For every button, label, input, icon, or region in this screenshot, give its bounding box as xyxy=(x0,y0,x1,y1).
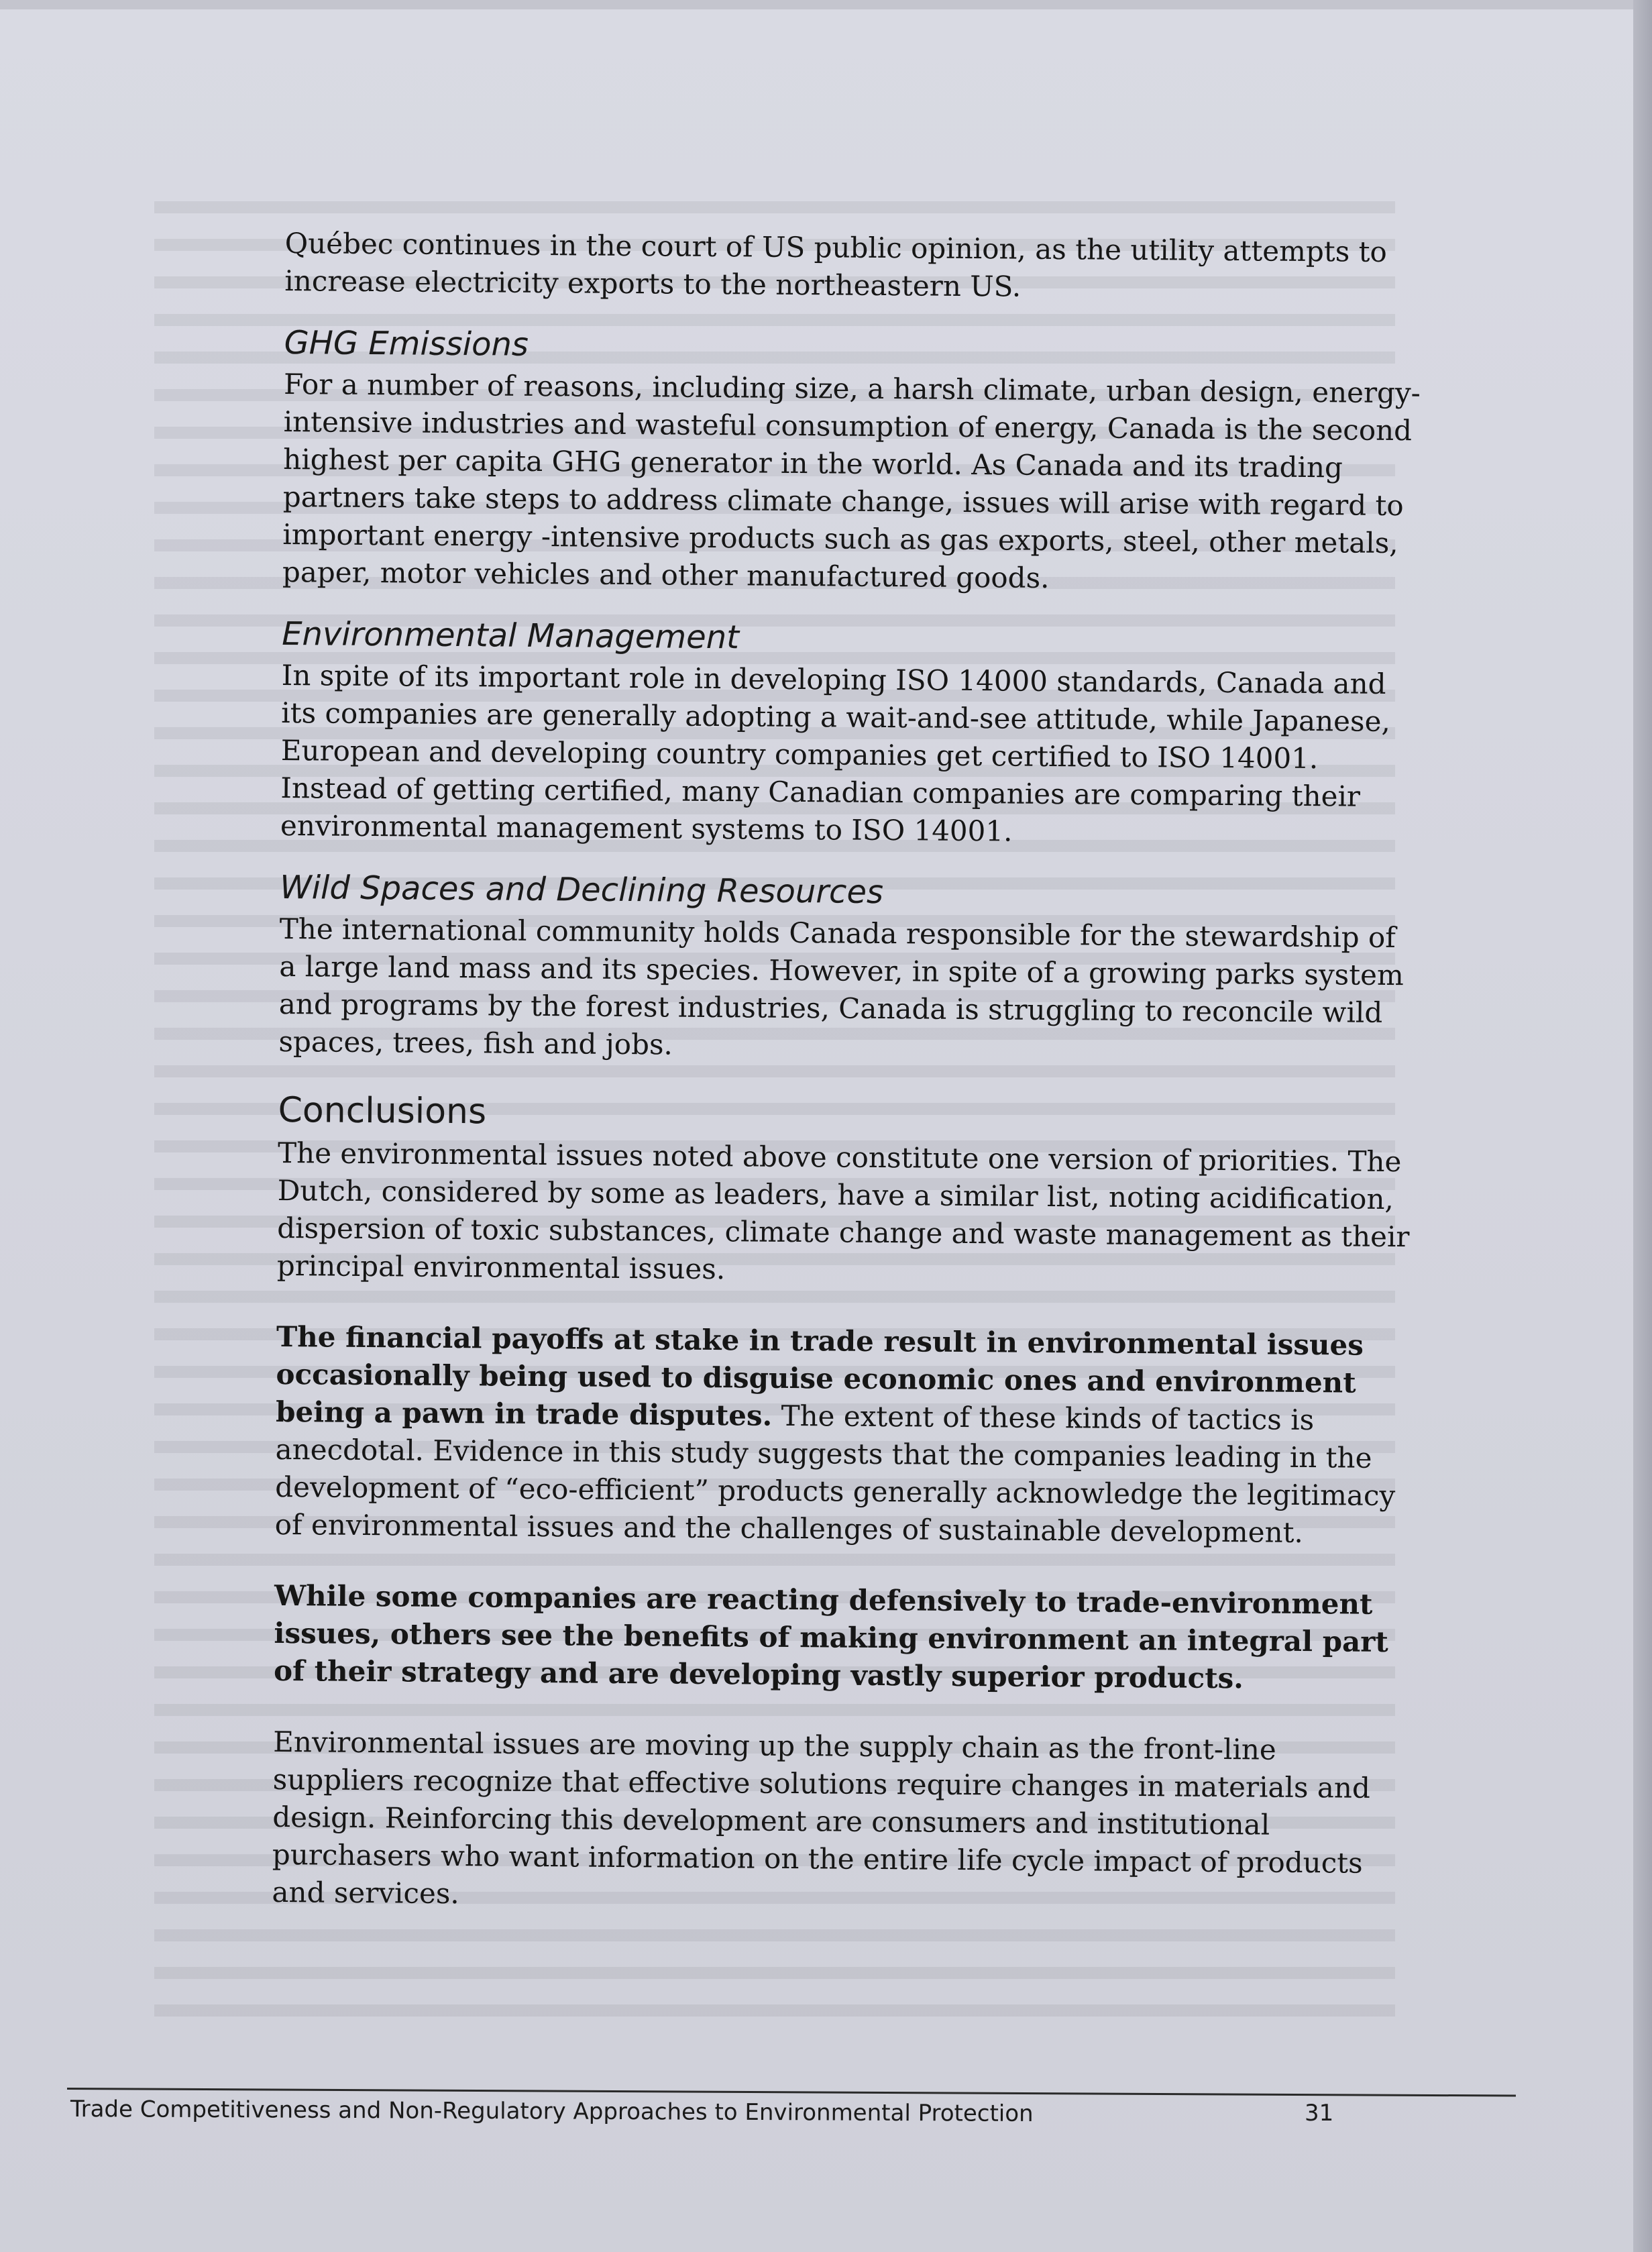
conclusions-paragraph-2-bold: The financial payoffs at stake in trade result in environmental issues occasionally being used to disguise economic ones and environment being a pawn in trade disputes. xyxy=(275,1320,1364,1432)
env-management-paragraph: In spite of its important role in developing ISO 14000 standards, Canada and its companies are generally adopting a wait-and-see attitude, while Japanese, European and developing country companies get certified to ISO 14001. Instead of getting certified, many Canadian companies are comparing their environmental management systems to ISO 14001. xyxy=(280,658,1390,848)
env-management-heading: Environmental Management xyxy=(281,614,740,657)
conclusions-paragraph-2-rest: The extent of these kinds of tactics is anecdotal. Evidence in this study suggests that the companies leading in the development of “eco-efficient” products generally acknowledge the legitimacy of environmental issues and the challenges of sustainable development. xyxy=(274,1399,1396,1549)
conclusions-paragraph-2 xyxy=(275,1318,1417,1552)
wild-spaces-paragraph: The international community holds Canada responsible for the stewardship of a large land mass and its species. However, in spite of a growing parks system and programs by the forest industries, Canada is struggling to reconcile wild spaces, trees, fish and jobs. xyxy=(278,912,1404,1061)
wild-spaces-heading: Wild Spaces and Declining Resources xyxy=(280,868,884,912)
intro-paragraph: Québec continues in the court of US public opinion, as the utility attempts to increase electricity exports to the northeastern US. xyxy=(284,226,1388,303)
conclusions-paragraph-4: Environmental issues are moving up the supply chain as the front-line suppliers recognize that effective solutions require changes in materials and design. Reinforcing this development are consumers and institutional purchasers who want information on the entire life cycle impact of products and services. xyxy=(272,1725,1371,1911)
ghg-heading: GHG Emissions xyxy=(284,323,529,364)
body-text xyxy=(272,225,1425,1920)
conclusions-heading: Conclusions xyxy=(278,1089,487,1132)
footer-title: Trade Competitiveness and Non-Regulatory Approaches to Environmental Protection xyxy=(70,2096,1034,2128)
ghg-paragraph: For a number of reasons, including size, a harsh climate, urban design, energy-intensive industries and wasteful consumption of energy, Canada is the second highest per capita GHG generator in the world. As Canada and its trading partners take steps to address climate change, issues will arise with regard to important energy -intensive products such as gas exports, steel, other metals, paper, motor vehicles and other manufactured goods. xyxy=(282,367,1421,594)
page-top-edge xyxy=(0,0,1652,9)
page-number: 31 xyxy=(1305,2100,1334,2127)
conclusions-paragraph-1: The environmental issues noted above constitute one version of priorities. The Dutch, considered by some as leaders, have a similar list, noting acidification, dispersion of toxic substances, climate change and waste management as their principal environmental issues. xyxy=(276,1136,1410,1286)
conclusions-paragraph-3: While some companies are reacting defensively to trade-environment issues, others see the benefits of making environment an integral part of their strategy and are developing vastly superior products. xyxy=(273,1578,1388,1695)
page-right-edge xyxy=(1633,0,1652,2252)
